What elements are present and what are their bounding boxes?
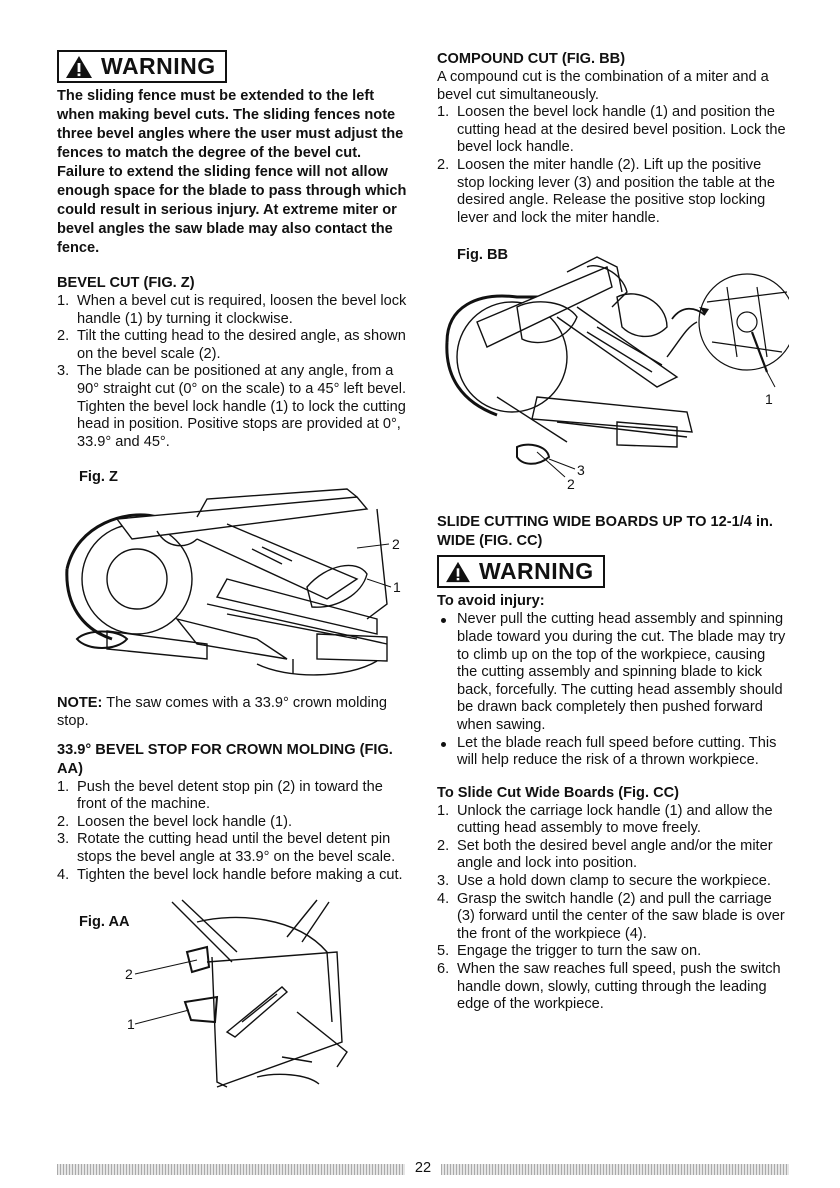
left-column (57, 50, 409, 1090)
figure-z (57, 469, 409, 687)
compound-cut-illustration (437, 247, 789, 507)
bevel-cut-steps (57, 293, 409, 451)
compound-cut-intro: A compound cut is the combination of a miter and a bevel cut simultaneously. (437, 69, 769, 103)
figure-bb-callout-1: 1 (765, 391, 773, 408)
warning-box-2 (437, 555, 605, 588)
bevel-stop-steps (57, 779, 409, 885)
list-item: 2. Loosen the miter handle (2). Lift up the positive stop locking lever (3) and position the table at the desired angle. Release the positive stop locking lever and lock the miter handle. (437, 156, 776, 226)
list-item: 5. Engage the trigger to turn the saw on. (437, 943, 702, 960)
compound-cut-heading: COMPOUND CUT (FIG. BB) (437, 51, 626, 67)
figure-aa-callout-1: 1 (127, 1016, 135, 1033)
list-item: 2. Set both the desired bevel angle and/or the miter angle and lock into position. (437, 837, 773, 872)
list-item: 6. When the saw reaches full speed, push the switch handle down, slowly, cutting through the leading edge of the workpiece. (437, 961, 781, 1013)
list-item: Let the blade reach full speed before cutting. This will help reduce the risk of a thrown workpiece. (437, 735, 789, 770)
list-item: 1. Loosen the bevel lock handle (1) and position the cutting head at the desired bevel position. Lock the bevel lock handle. (437, 104, 786, 156)
warning-label: WARNING (101, 53, 216, 79)
figure-z-callout-1: 1 (393, 579, 401, 596)
slide-cut-subheading: To Slide Cut Wide Boards (Fig. CC) (437, 784, 680, 801)
list-item: 4. Tighten the bevel lock handle before making a cut. (57, 866, 403, 883)
figure-aa (57, 892, 409, 1090)
warning-triangle-icon (445, 561, 471, 583)
footer-rule-right (441, 1164, 789, 1175)
list-item: 2. Loosen the bevel lock handle (1). (57, 813, 292, 830)
slide-cut-steps (437, 803, 789, 1014)
list-item: 3. Rotate the cutting head until the bevel detent pin stops the bevel angle at 33.9° on the bevel scale. (57, 831, 396, 865)
list-item: 3. The blade can be positioned at any angle, from a 90° straight cut (0° on the scale) to a 45° left bevel. Tighten the bevel lock handle (1) to lock the cutting head in position. Positive stops are provided at 0°, 33.9° and 45°. (57, 363, 407, 450)
figure-z-label: Fig. Z (79, 469, 118, 486)
figure-bb-callout-2: 2 (567, 476, 575, 493)
list-item: 1. Unlock the carriage lock handle (1) and allow the cutting head assembly to move freely. (437, 802, 773, 837)
miter-saw-bevel-illustration (57, 469, 409, 687)
warning-label: WARNING (479, 558, 594, 585)
list-item: 4. Grasp the switch handle (2) and pull the carriage (3) forward until the center of the saw blade is over the front of the workpiece (4). (437, 890, 785, 942)
figure-bb-label: Fig. BB (457, 247, 509, 264)
figure-aa-label: Fig. AA (79, 914, 130, 931)
warning-bullets (437, 611, 789, 769)
right-column (437, 50, 789, 1014)
footer-rule-left (57, 1164, 405, 1175)
page-number: 22 (414, 1160, 432, 1176)
list-item: 3. Use a hold down clamp to secure the workpiece. (437, 873, 771, 890)
avoid-injury-heading: To avoid injury: (437, 593, 545, 610)
figure-z-callout-2: 2 (392, 536, 400, 553)
list-item: 1. When a bevel cut is required, loosen the bevel lock handle (1) by turning it clockwise. (57, 293, 407, 327)
list-item: 2. Tilt the cutting head to the desired angle, as shown on the bevel scale (2). (57, 328, 406, 362)
warning-triangle-icon (65, 55, 93, 79)
warning-text: The sliding fence must be extended to the left when making bevel cuts. The sliding fences note three bevel angles where the user must adjust the fences to match the degree of the bevel cut. Failure to extend the sliding fence will not allow enough space for the blade to pass through which could result in serious injury. At extreme miter or bevel angles the saw blade may also contact the fence. (57, 88, 407, 256)
list-item: 1. Push the bevel detent stop pin (2) in toward the front of the machine. (57, 778, 383, 813)
figure-bb-callout-3: 3 (577, 462, 585, 479)
page-footer (57, 1160, 789, 1178)
bevel-stop-heading: 33.9° BEVEL STOP FOR CROWN MOLDING (FIG. AA) (57, 741, 393, 777)
compound-cut-steps (437, 104, 789, 227)
figure-bb (437, 247, 789, 507)
figure-aa-callout-2: 2 (125, 966, 133, 983)
note-paragraph: NOTE: The saw comes with a 33.9° crown molding stop. (57, 695, 388, 729)
list-item: Never pull the cutting head assembly and spinning blade toward you during the cut. The blade may try to climb up on the top of the workpiece, causing the cutting assembly and spinning blade to kick back, forcefully. The cutting head assembly should be drawn back completely then pushed forward when sawing. (437, 611, 789, 734)
warning-box (57, 50, 227, 83)
bevel-stop-illustration (57, 892, 409, 1090)
slide-cut-heading: SLIDE CUTTING WIDE BOARDS UP TO 12-1/4 in. WIDE (FIG. CC) (437, 514, 773, 550)
bevel-cut-heading: BEVEL CUT (FIG. Z) (57, 275, 195, 291)
